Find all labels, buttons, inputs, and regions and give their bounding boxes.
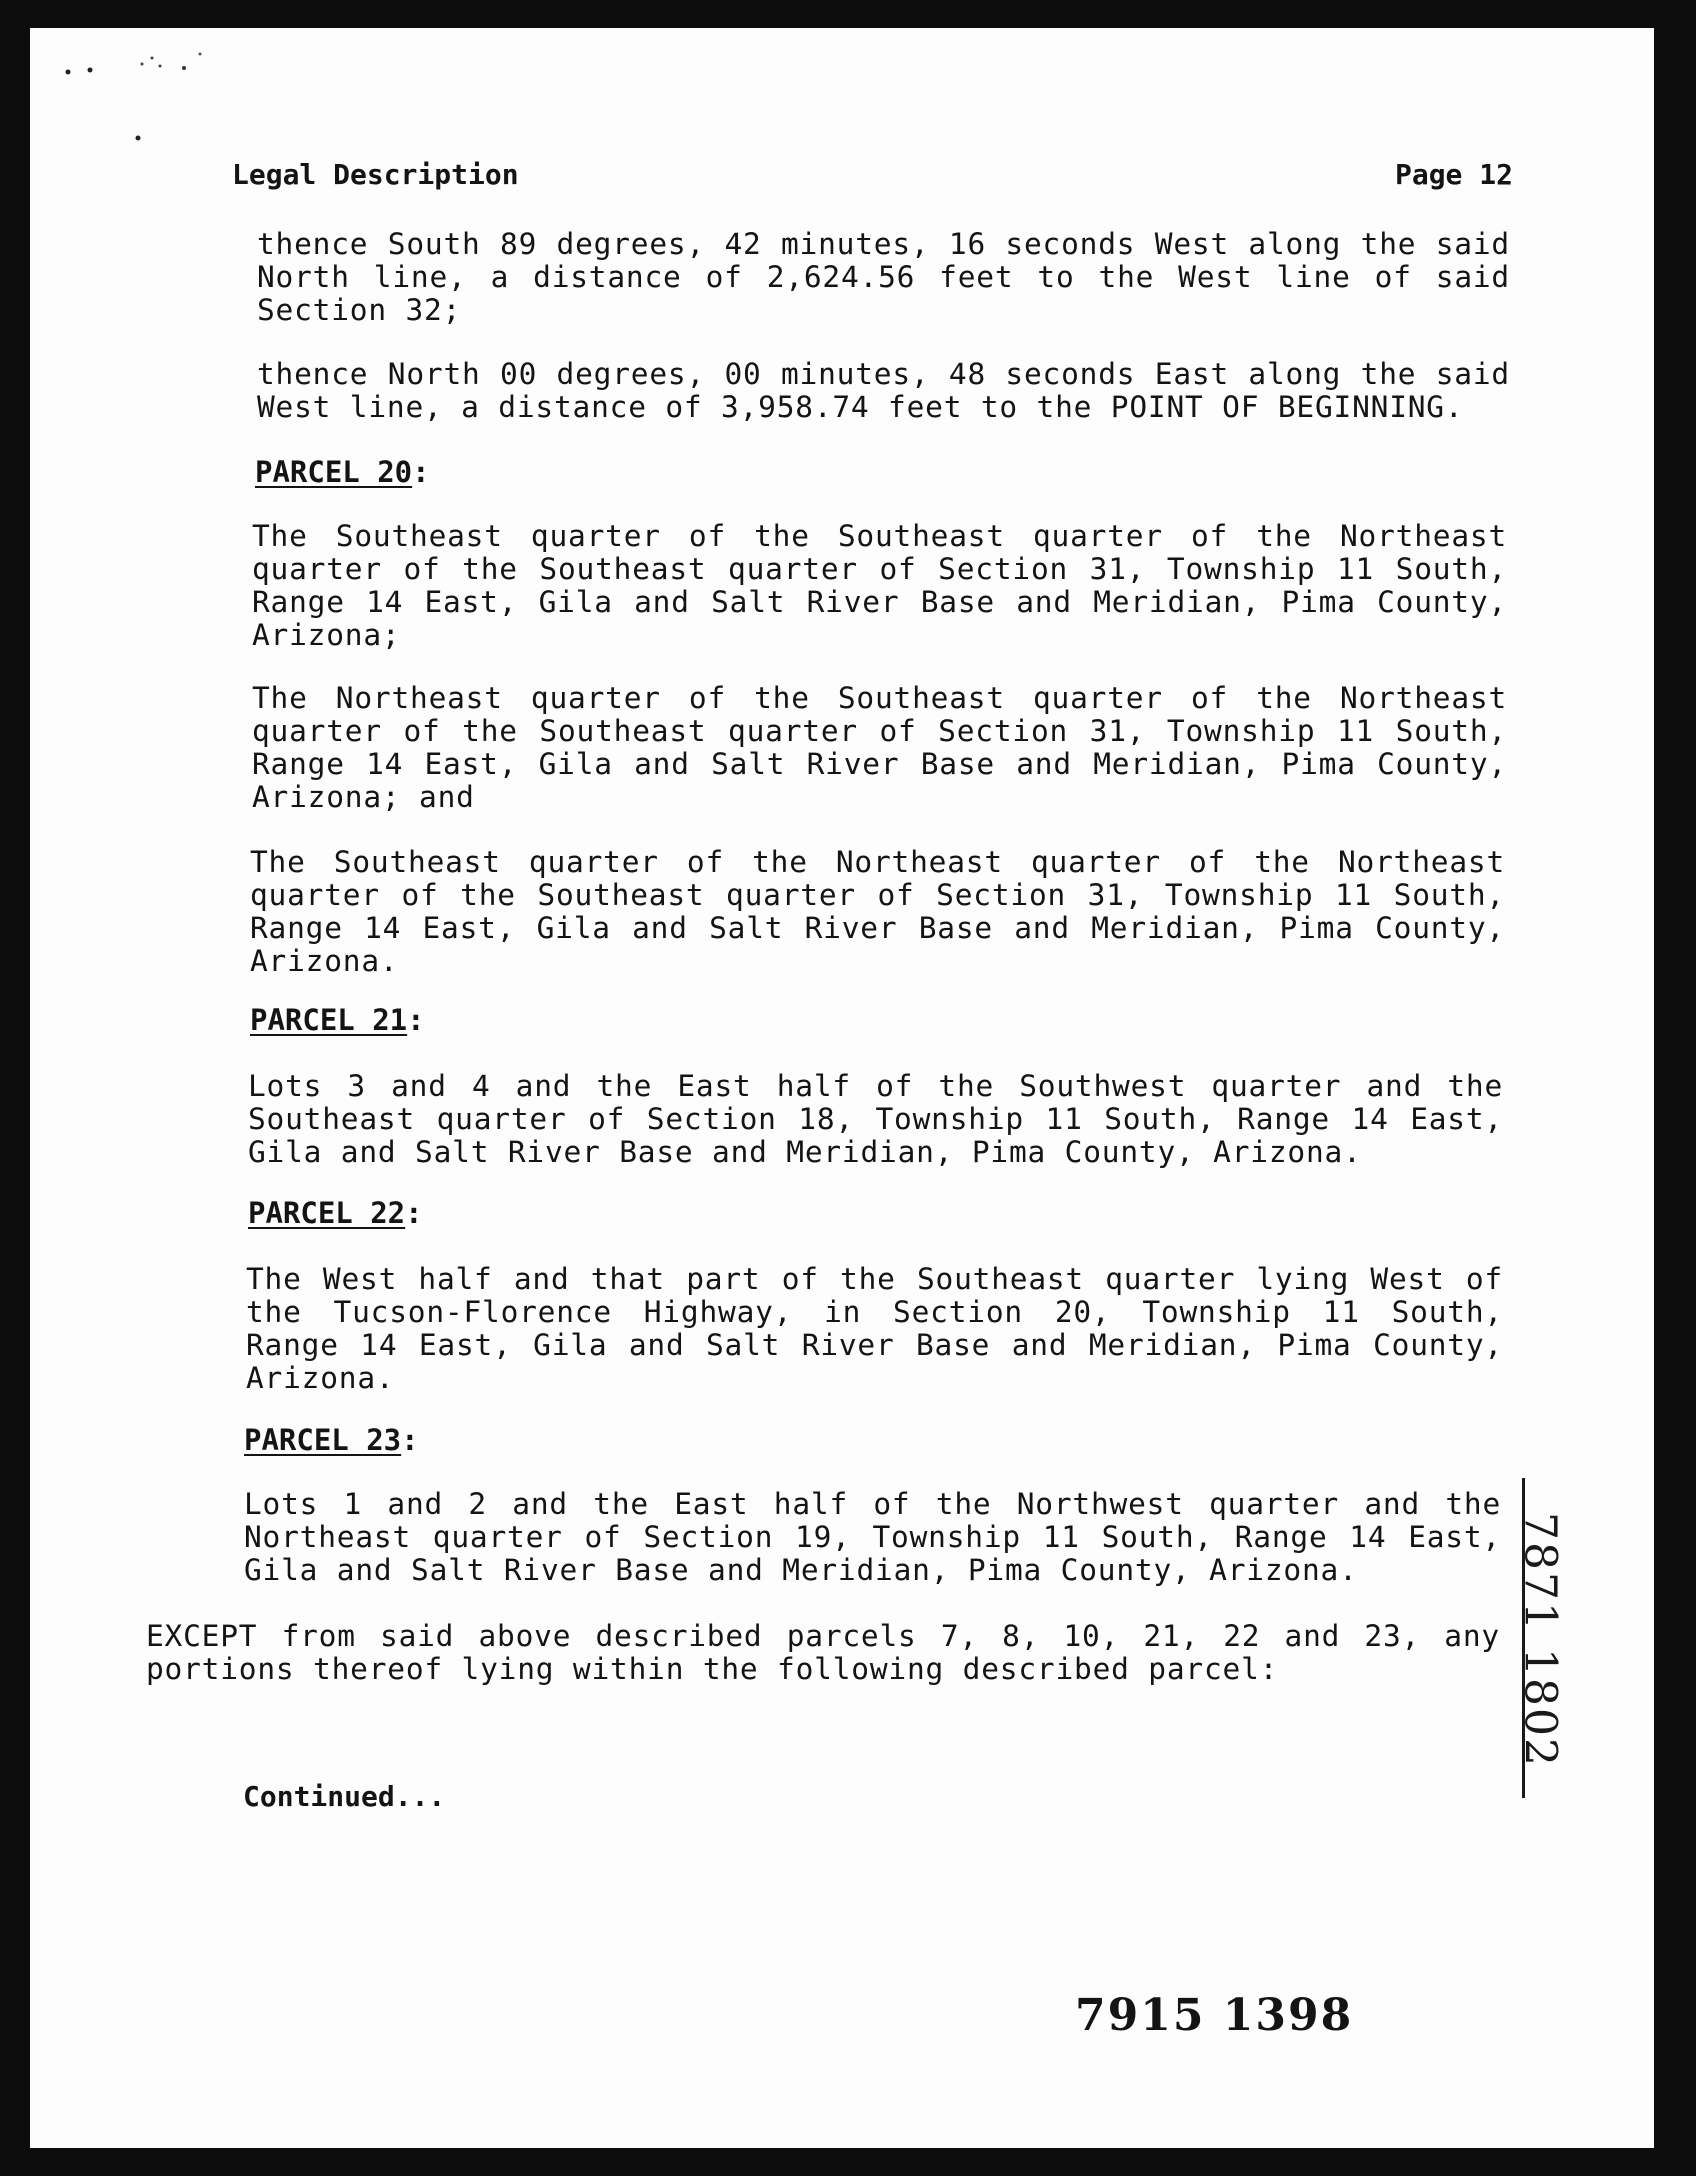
document-title: Legal Description [232, 158, 519, 191]
parcel-20-heading-colon: : [412, 455, 430, 489]
parcel-22-heading-text: PARCEL 22 [248, 1196, 406, 1230]
except-clause: EXCEPT from said above described parcels 7, 8, 10, 21, 22 and 23, any portions thereof lying within the following described parcel: [146, 1619, 1500, 1686]
parcel-20-description-b: The Northeast quarter of the Southeast quarter of the Northeast quarter of the Southeast quarter of Section 31, Township 11 South, Range 14 East, Gila and Salt River Base and Meridian, Pima County, Arizona; and [252, 681, 1507, 814]
parcel-22-description: The West half and that part of the Southeast quarter lying West of the Tucson-Florence Highway, in Section 20, Township 11 South, Range 14 East, Gila and Salt River Base and Meridian, Pima County, Arizona. [246, 1262, 1503, 1395]
scan-specks [60, 52, 260, 152]
continued-label: Continued... [243, 1780, 446, 1813]
parcel-23-heading-colon: : [401, 1423, 419, 1457]
scan-border-top [0, 0, 1696, 28]
scan-border-left [0, 0, 30, 2176]
parcel-21-heading [250, 1003, 425, 1037]
parcel-23-heading [244, 1423, 419, 1457]
parcel-23-heading-text: PARCEL 23 [244, 1423, 402, 1457]
side-docket-stamp: 7871 1802 [1514, 1512, 1566, 1768]
parcel-20-heading [255, 455, 430, 489]
parcel-20-description-a: The Southeast quarter of the Southeast quarter of the Northeast quarter of the Southeast quarter of Section 31, Township 11 South, Range 14 East, Gila and Salt River Base and Meridian, Pima County, Arizona; [252, 519, 1507, 652]
parcel-21-heading-text: PARCEL 21 [250, 1003, 408, 1037]
parcel-21-heading-colon: : [407, 1003, 425, 1037]
scan-border-right [1654, 0, 1696, 2176]
parcel-22-heading [248, 1196, 423, 1230]
parcel-21-description: Lots 3 and 4 and the East half of the Southwest quarter and the Southeast quarter of Section 18, Township 11 South, Range 14 East, Gila and Salt River Base and Meridian, Pima County, Arizona. [248, 1069, 1503, 1169]
paragraph-thence-north: thence North 00 degrees, 00 minutes, 48 seconds East along the said West line, a distance of 3,958.74 feet to the POINT OF BEGINNING. [257, 357, 1510, 424]
parcel-23-description: Lots 1 and 2 and the East half of the Northwest quarter and the Northeast quarter of Section 19, Township 11 South, Range 14 East, Gila and Salt River Base and Meridian, Pima County, Arizona. [244, 1487, 1501, 1587]
paragraph-thence-south: thence South 89 degrees, 42 minutes, 16 seconds West along the said North line, a distance of 2,624.56 feet to the West line of said Section 32; [257, 227, 1510, 327]
parcel-20-heading-text: PARCEL 20 [255, 455, 413, 489]
parcel-20-description-c: The Southeast quarter of the Northeast quarter of the Northeast quarter of the Southeast quarter of Section 31, Township 11 South, Range 14 East, Gila and Salt River Base and Meridian, Pima County, Arizona. [250, 845, 1505, 978]
parcel-22-heading-colon: : [405, 1196, 423, 1230]
scan-border-bottom [0, 2148, 1696, 2176]
page-number: Page 12 [1394, 158, 1513, 191]
docket-number: 7915 1398 [1075, 1990, 1354, 2041]
